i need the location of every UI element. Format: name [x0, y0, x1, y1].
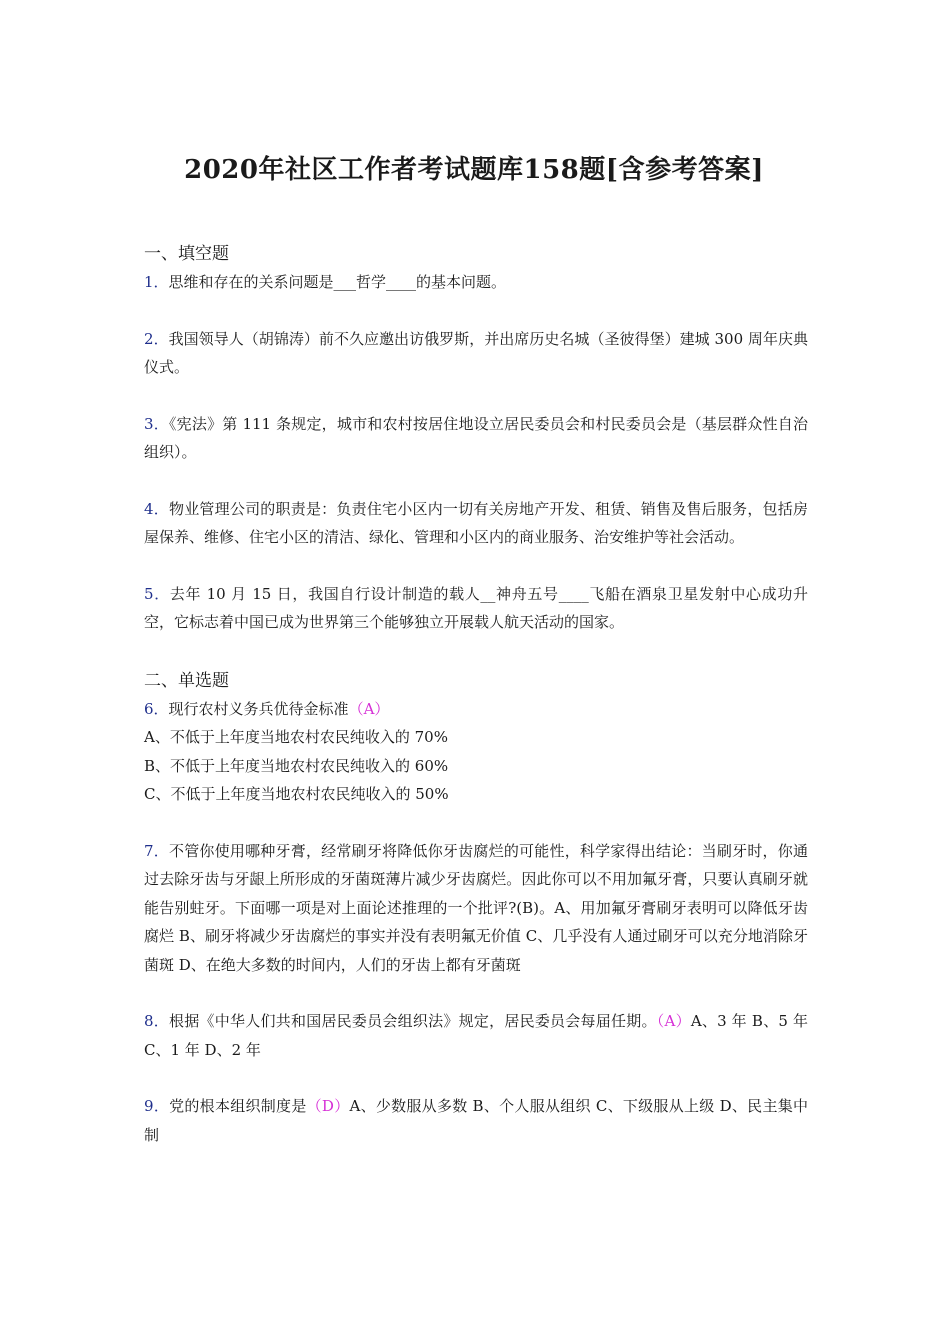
question-number: 8．: [144, 1012, 170, 1030]
question-number: 2．: [144, 329, 169, 348]
question-number: 5．: [144, 584, 170, 603]
section-heading-single-choice: 二、单选题: [144, 670, 229, 691]
question-number: 3．: [144, 414, 169, 433]
question-text: 《宪法》第 111 条规定，城市和农村按居住地设立居民委员会和村民委员会是（基层群众性自治组织）。: [144, 414, 808, 461]
question-number: 1．: [144, 273, 169, 291]
section-heading-fill-blank: 一、填空题: [144, 244, 229, 264]
question-9: [144, 1092, 808, 1149]
question-text: 现行农村义务兵优待金标准: [168, 699, 349, 718]
option-c: C、不低于上年度当地农村农民纯收入的 50%: [144, 785, 449, 803]
option-b: B、不低于上年度当地农村农民纯收入的 60%: [144, 756, 449, 775]
question-1: [144, 268, 808, 297]
question-text: 我国领导人（胡锦涛）前不久应邀出访俄罗斯，并出席历史名城（圣彼得堡）建城 300 周年庆典仪式。: [144, 329, 809, 376]
question-options: A、3 年 B、5 年 C、1 年 D、2 年: [144, 1012, 808, 1059]
question-text: 物业管理公司的职责是：负责住宅小区内一切有关房地产开发、租赁、销售及售后服务，包括房屋保养、维修、住宅小区的清洁、绿化、管理和小区内的商业服务、治安维护等社会活动。: [144, 499, 808, 546]
question-4: [144, 495, 808, 552]
question-number: 4．: [144, 499, 169, 518]
question-number: 7．: [144, 841, 169, 860]
question-text: 思维和存在的关系问题是___哲学____的基本问题。: [168, 273, 507, 291]
question-number: 6．: [144, 699, 169, 718]
question-8: [144, 1007, 808, 1064]
question-2: [144, 325, 808, 382]
document-page: [144, 150, 808, 1149]
question-3: [144, 410, 808, 467]
document-title: 2020年社区工作者考试题库158题[含参考答案]: [184, 155, 764, 185]
question-text: 党的根本组织制度是: [169, 1097, 307, 1115]
question-6: [144, 695, 808, 724]
answer-mark: （A）: [656, 1012, 691, 1030]
option-a: A、不低于上年度当地农村农民纯收入的 70%: [144, 728, 448, 746]
answer-mark: （D）: [306, 1097, 350, 1115]
question-options: A、少数服从多数 B、个人服从组织 C、下级服从上级 D、民主集中制: [144, 1097, 808, 1144]
question-text: 不管你使用哪种牙膏，经常刷牙将降低你牙齿腐烂的可能性，科学家得出结论：当刷牙时，你通过去除牙齿与牙龈上所形成的牙菌斑薄片减少牙齿腐烂。因此你可以不用加氟牙膏，只要认真刷牙就能告别蛀牙。下面哪一项是对上面论述推理的一个批评?(B)。A、用加氟牙膏刷牙表明可以降低牙齿腐烂 B、刷牙将减少牙齿腐烂的事实并没有表明氟无价值 C、几乎没有人通过刷牙可以充分地消除牙菌斑 D、在绝大多数的时间内，人们的牙齿上都有牙菌斑: [144, 841, 808, 974]
question-7: [144, 837, 808, 980]
answer-mark: （A）: [348, 699, 390, 718]
question-text: 去年 10 月 15 日，我国自行设计制造的载人__神舟五号____飞船在酒泉卫星发射中心成功升空，它标志着中国已成为世界第三个能够独立开展载人航天活动的国家。: [144, 584, 809, 631]
question-text: 根据《中华人们共和国居民委员会组织法》规定，居民委员会每届任期。: [169, 1012, 657, 1030]
question-number: 9．: [144, 1097, 170, 1115]
question-5: [144, 580, 808, 637]
